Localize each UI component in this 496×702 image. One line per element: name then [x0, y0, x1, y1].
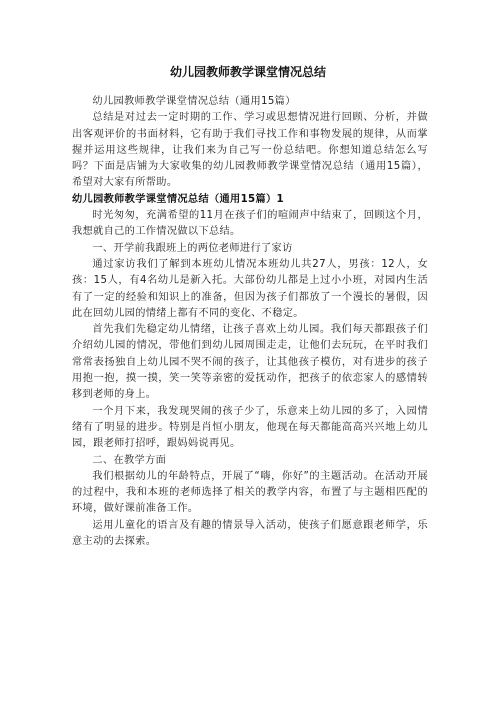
body-paragraph: 我们根据幼儿的年龄特点，开展了“嗨，你好”的主题活动。在活动开展的过程中，我和本班的老师选择了相关的教学内容，布置了与主题相匹配的环境，做好课前准备工作。	[72, 470, 428, 515]
document-title: 幼儿园教师教学课堂情况总结	[169, 65, 326, 79]
body-paragraph: 时光匆匆，充满希望的11月在孩子们的喧闹声中结束了，回顾这个月，我想就自己的工作情况做以下总结。	[72, 210, 428, 238]
body-paragraph: 首先我们先稳定幼儿情绪，让孩子喜欢上幼儿园。我们每天都跟孩子们介绍幼儿园的情况，带他们到幼儿园周围走走，让他们去玩玩，在平时我们常常表扬独自上幼儿园不哭不闹的孩子，让其他孩子模仿，对有进步的孩子用抱一抱，摸一摸，笑一笑等亲密的爱抚动作，把孩子的依恋家人的感情转移到老师的身上。	[72, 324, 428, 401]
subheading-paragraph: 一、开学前我跟班上的两位老师进行了家访	[92, 242, 293, 254]
section-heading: 幼儿园教师教学课堂情况总结（通用15篇）1	[72, 193, 284, 205]
body-paragraph: 通过家访我们了解到本班幼儿情况本班幼儿共27人，男孩：12人，女孩：15人，有4名幼儿是新入托。大部份幼儿都是上过小小班，对园内生活有了一定的经验和知识上的准备，但因为孩子们都放了一个漫长的暑假，因此在回幼儿园的情绪上都有不同的变化、不稳定。	[72, 258, 428, 319]
body-paragraph: 一个月下来，我发现哭闹的孩子少了，乐意来上幼儿园的多了，入园情绪有了明显的进步。特别是肖恒小朋友，他现在每天都能高高兴兴地上幼儿园，跟老师打招呼，跟妈妈说再见。	[72, 405, 428, 450]
body-paragraph: 运用儿童化的语言及有趣的情景导入活动，使孩子们愿意跟老师学，乐意主动的去探索。	[72, 519, 428, 548]
subtitle-paragraph: 幼儿园教师教学课堂情况总结（通用15篇）	[92, 96, 296, 107]
intro-paragraph: 总结是对过去一定时期的工作、学习或思想情况进行回顾、分析，并做出客观评价的书面材料，它有助于我们寻找工作和事物发展的规律，从而掌握并运用这些规律，让我们来为自己写一份总结吧。你想知道总结怎么写吗？下面是店铺为大家收集的幼儿园教师教学课堂情况总结（通用15篇），希望对大家有所帮助。	[72, 112, 428, 189]
document-body	[72, 94, 428, 550]
subheading-paragraph: 二、在教学方面	[92, 454, 167, 466]
